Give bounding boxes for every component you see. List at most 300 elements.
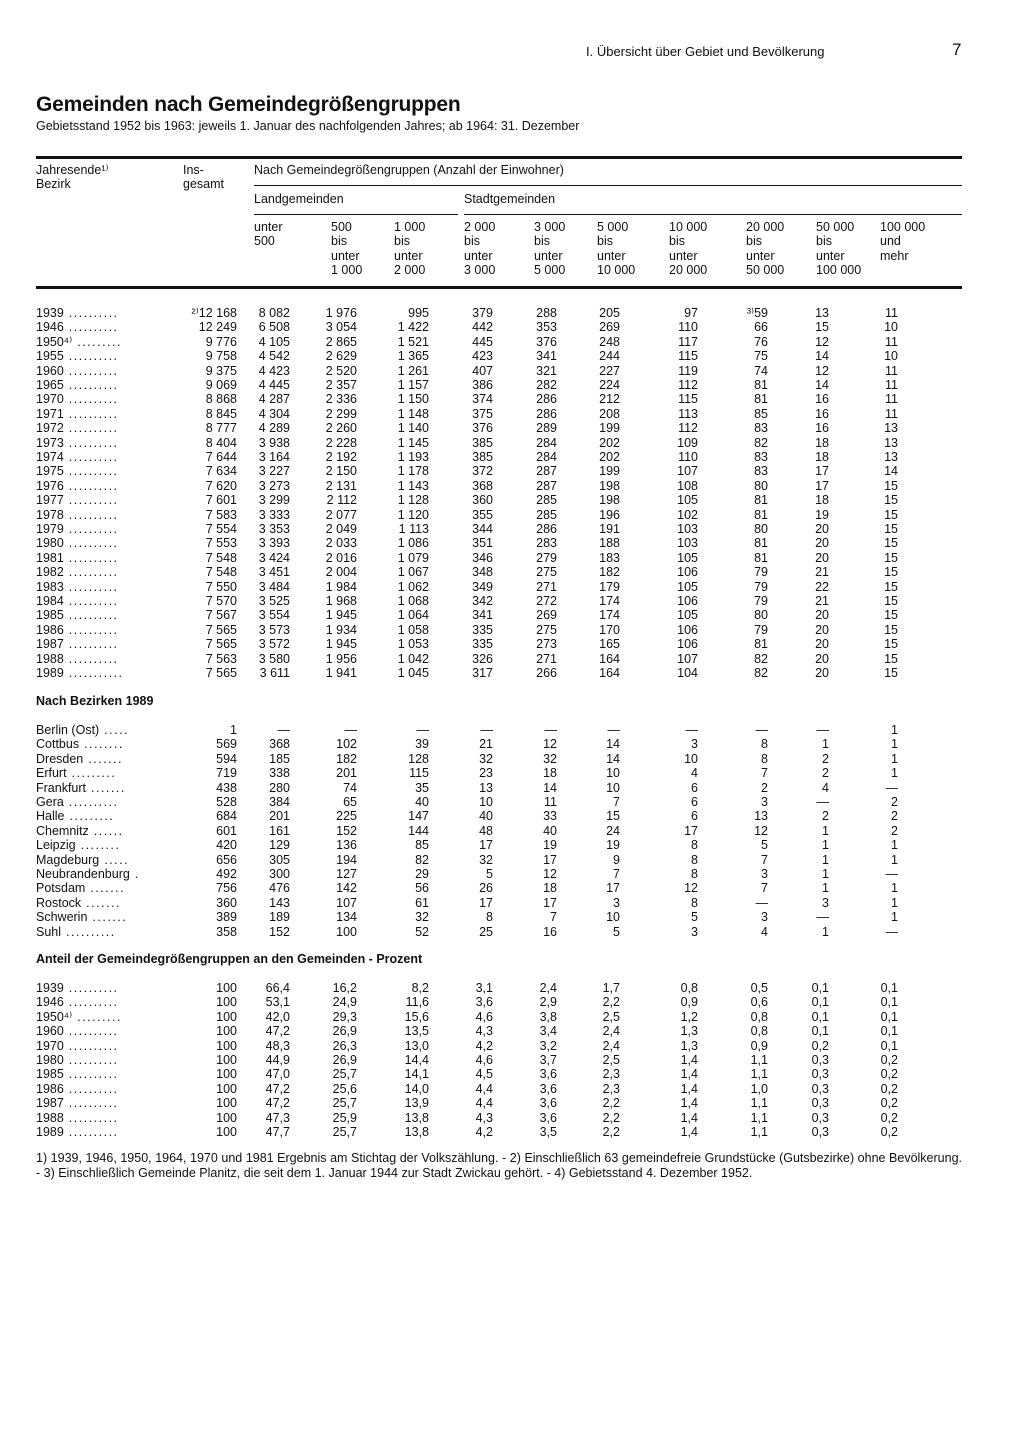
- column-head-text: unter: [534, 248, 563, 263]
- landgemeinden-head: Landgemeinden: [254, 192, 344, 206]
- row-label: [36, 995, 166, 1009]
- spanner-head: Nach Gemeindegrößengruppen (Anzahl der Einwohner): [254, 163, 564, 177]
- table-cell: 338: [269, 766, 290, 781]
- table-cell: 109: [677, 435, 698, 450]
- row-leader-dots: ..........: [63, 493, 119, 508]
- row-leader-dots: .......: [86, 780, 126, 795]
- table-cell: 198: [599, 478, 620, 493]
- table-cell: 2 049: [325, 522, 357, 536]
- row-leader-dots: ..........: [63, 565, 119, 580]
- table-cell: 202: [599, 450, 620, 464]
- table-cell: 0,8: [750, 1009, 768, 1024]
- table-cell: 273: [536, 637, 557, 652]
- table-cell: 0,9: [680, 995, 698, 1010]
- table-cell: 1 365: [397, 349, 429, 364]
- table-cell: 342: [472, 594, 493, 608]
- table-cell: 191: [599, 522, 620, 536]
- table-cell: 0,8: [680, 981, 698, 995]
- table-cell: 1 148: [397, 406, 429, 421]
- table-cell: 17: [479, 895, 493, 910]
- table-cell: 66: [754, 320, 768, 335]
- table-cell: 7 620: [205, 478, 237, 493]
- table-cell: 35: [415, 780, 429, 795]
- table-cell: 185: [269, 751, 290, 766]
- row-label: [36, 436, 166, 450]
- table-cell: 107: [677, 464, 698, 479]
- row-label-text: 1939: [36, 981, 64, 995]
- table-cell: 52: [415, 924, 429, 939]
- table-cell: 283: [536, 536, 557, 551]
- table-cell: 8 845: [205, 406, 237, 421]
- table-cell: 26,3: [332, 1038, 357, 1053]
- table-cell: —: [685, 723, 698, 737]
- table-cell: 2,5: [602, 1009, 620, 1024]
- row-label-text: 1965: [36, 378, 64, 392]
- row-label-text: 1987: [36, 637, 64, 652]
- row-leader-dots: ..........: [63, 651, 119, 666]
- table-row: [0, 364, 1024, 378]
- row-label: [36, 608, 166, 622]
- table-cell: 1: [891, 723, 898, 737]
- table-cell: 8: [691, 895, 698, 910]
- table-cell: 15: [884, 637, 898, 652]
- table-cell: 266: [536, 666, 557, 680]
- table-cell: 104: [677, 666, 698, 680]
- table-cell: —: [277, 723, 290, 737]
- row-label: [36, 981, 166, 995]
- table-cell: 19: [543, 838, 557, 853]
- table-cell: 594: [216, 751, 237, 766]
- table-cell: 17: [543, 852, 557, 867]
- table-cell: 11: [544, 795, 557, 809]
- table-row: [0, 1067, 1024, 1081]
- table-cell: 14: [815, 349, 829, 364]
- table-cell: 20: [815, 522, 829, 536]
- table-cell: 10: [606, 910, 620, 925]
- table-cell: 2 520: [325, 363, 357, 378]
- column-head-text: 500: [331, 220, 352, 234]
- column-head-text: 50 000: [746, 263, 785, 278]
- table-cell: 81: [754, 392, 768, 407]
- table-row: [0, 824, 1024, 838]
- table-cell: 22: [815, 579, 829, 594]
- table-cell: 15: [815, 320, 829, 335]
- table-cell: 0,3: [811, 1125, 829, 1139]
- table-row: [0, 464, 1024, 478]
- table-cell: 289: [536, 421, 557, 436]
- table-cell: 102: [336, 737, 357, 752]
- row-label-text: Berlin (Ost): [36, 723, 100, 737]
- table-cell: 2 077: [325, 507, 357, 522]
- table-row: [0, 652, 1024, 666]
- row-label-text: Potsdam: [36, 881, 86, 896]
- table-cell: 305: [269, 852, 290, 867]
- column-head-text: 3 000: [464, 263, 496, 278]
- section-anteil-heading: Anteil der Gemeindegrößengruppen an den Gemeinden - Prozent: [36, 952, 423, 966]
- table-cell: 40: [543, 823, 557, 838]
- column-head-text: 1 000: [331, 263, 363, 278]
- row-leader-dots: .........: [64, 809, 115, 824]
- table-cell: 2 112: [326, 493, 357, 508]
- column-head-text: 10 000: [669, 220, 708, 234]
- row-leader-dots: ..........: [63, 435, 119, 450]
- row-label: [36, 320, 166, 334]
- table-cell: 11: [885, 392, 898, 407]
- row-label-text: 1984: [36, 594, 64, 608]
- table-row: [0, 565, 1024, 579]
- row-label-text: 1986: [36, 1081, 64, 1096]
- table-cell: 286: [536, 392, 557, 407]
- table-cell: 1 934: [325, 622, 357, 637]
- table-cell: 3,6: [539, 1081, 557, 1096]
- table-cell: 11: [885, 363, 898, 378]
- table-cell: 12: [815, 334, 829, 349]
- table-cell: 2 004: [325, 565, 357, 580]
- table-cell: 100: [216, 981, 237, 995]
- table-cell: 4 287: [258, 392, 290, 407]
- row-leader-dots: ..........: [63, 1125, 119, 1139]
- column-head-text: 10 000: [597, 263, 636, 278]
- column-head-text: 20 000: [669, 263, 708, 278]
- table-cell: 19: [815, 507, 829, 522]
- column-head-text: unter: [254, 220, 283, 234]
- table-row: [0, 1096, 1024, 1110]
- table-cell: 8: [691, 838, 698, 853]
- table-cell: 81: [754, 550, 768, 565]
- row-leader-dots: ..........: [63, 1110, 119, 1125]
- table-cell: 2: [891, 795, 898, 809]
- table-cell: 1: [891, 852, 898, 867]
- table-cell: 2: [822, 766, 829, 781]
- row-label: [36, 1053, 166, 1067]
- table-cell: 2,5: [602, 1053, 620, 1067]
- table-cell: 3,6: [539, 1110, 557, 1125]
- table-cell: 7: [761, 852, 768, 867]
- table-row: [0, 925, 1024, 939]
- table-cell: 4,4: [475, 1081, 493, 1096]
- column-head-text: bis: [746, 234, 762, 249]
- table-cell: 7 563: [205, 651, 237, 666]
- table-cell: 7: [761, 881, 768, 896]
- table-cell: 1: [891, 881, 898, 896]
- table-cell: 1: [891, 910, 898, 925]
- table-cell: 344: [472, 522, 493, 536]
- table-cell: 1 045: [397, 666, 429, 680]
- table-cell: 1: [822, 838, 829, 853]
- table-cell: 165: [599, 637, 620, 652]
- table-cell: 3 611: [259, 666, 290, 680]
- stub-head-line1: Jahresende¹⁾: [36, 163, 109, 177]
- row-label: [36, 594, 166, 608]
- table-cell: 385: [472, 435, 493, 450]
- table-cell: 85: [415, 838, 429, 853]
- table-cell: 13: [815, 306, 829, 320]
- table-cell: 11: [885, 306, 898, 320]
- table-cell: 284: [536, 450, 557, 464]
- table-row: [0, 1111, 1024, 1125]
- table-cell: 5: [761, 838, 768, 853]
- row-label: [36, 925, 166, 939]
- table-cell: 15: [884, 522, 898, 536]
- table-cell: 14: [884, 464, 898, 479]
- table-cell: 3 333: [258, 507, 290, 522]
- table-cell: 202: [599, 435, 620, 450]
- table-cell: 4 542: [258, 349, 290, 364]
- table-cell: 569: [216, 737, 237, 752]
- table-cell: 13: [884, 450, 898, 464]
- row-label: [36, 1067, 166, 1081]
- table-cell: 0,1: [811, 995, 829, 1010]
- table-cell: 1 079: [397, 550, 429, 565]
- table-row: [0, 838, 1024, 852]
- table-cell: 3,6: [475, 995, 493, 1010]
- table-cell: 106: [677, 565, 698, 580]
- table-cell: 423: [472, 349, 493, 364]
- row-label: [36, 306, 166, 320]
- table-cell: 1: [822, 852, 829, 867]
- row-label: [36, 781, 166, 795]
- table-cell: 14,0: [404, 1081, 429, 1096]
- table-cell: 0,3: [811, 1110, 829, 1125]
- table-cell: 100: [216, 1024, 237, 1039]
- table-cell: 2 865: [325, 334, 357, 349]
- column-head-text: 100 000: [880, 220, 926, 234]
- row-label-text: Cottbus: [36, 737, 80, 752]
- table-cell: 80: [754, 478, 768, 493]
- table-cell: 80: [754, 522, 768, 536]
- table-cell: 335: [472, 637, 493, 652]
- table-cell: 4 289: [258, 421, 290, 436]
- column-head-text: unter: [746, 248, 775, 263]
- table-cell: 16: [543, 924, 557, 939]
- table-cell: 1: [891, 751, 898, 766]
- row-label: [36, 752, 166, 766]
- table-cell: 1,3: [680, 1024, 698, 1039]
- table-cell: 10: [606, 780, 620, 795]
- table-cell: 13: [754, 809, 768, 824]
- table-cell: 1 422: [397, 320, 429, 335]
- table-row: [0, 995, 1024, 1009]
- table-cell: 15: [884, 651, 898, 666]
- table-cell: 4: [691, 766, 698, 781]
- row-label-text: Leipzig: [36, 838, 76, 853]
- column-head-text: 50 000: [816, 220, 855, 234]
- row-leader-dots: ......: [88, 823, 124, 838]
- table-cell: 1: [822, 881, 829, 896]
- table-cell: 1,2: [680, 1009, 698, 1024]
- table-cell: 3,8: [539, 1009, 557, 1024]
- row-leader-dots: ..........: [63, 579, 119, 594]
- table-cell: 1,1: [750, 1096, 768, 1111]
- table-cell: ²⁾12 168: [191, 306, 237, 320]
- table-cell: 1,7: [602, 981, 620, 995]
- table-cell: 1 976: [325, 306, 357, 320]
- table-cell: 18: [543, 881, 557, 896]
- table-cell: 143: [269, 895, 290, 910]
- table-cell: 3: [761, 867, 768, 881]
- table-cell: 2 260: [325, 421, 357, 436]
- table-row: [0, 479, 1024, 493]
- row-leader-dots: ..........: [63, 522, 119, 536]
- table-cell: 2,2: [602, 1096, 620, 1111]
- table-cell: 13: [884, 421, 898, 436]
- row-label-text: Magdeburg: [36, 852, 100, 867]
- table-cell: 8: [761, 751, 768, 766]
- table-cell: 115: [678, 392, 698, 407]
- table-cell: 212: [599, 392, 620, 407]
- table-cell: 601: [216, 823, 237, 838]
- row-leader-dots: ..........: [63, 550, 119, 565]
- table-cell: 1 178: [397, 464, 429, 479]
- column-head-text: unter: [669, 248, 698, 263]
- table-cell: 1 945: [325, 608, 357, 623]
- table-cell: —: [755, 723, 768, 737]
- table-cell: 15: [884, 666, 898, 680]
- table-cell: 16: [815, 421, 829, 436]
- table-cell: 0,3: [811, 1081, 829, 1096]
- table-cell: 341: [536, 349, 557, 364]
- table-cell: 2 336: [325, 392, 357, 407]
- table-row: [0, 335, 1024, 349]
- table-cell: 2,3: [602, 1067, 620, 1082]
- row-label-text: Suhl: [36, 924, 62, 939]
- table-cell: 2 629: [325, 349, 357, 364]
- table-cell: 134: [336, 910, 357, 925]
- table-cell: 3 353: [258, 522, 290, 536]
- table-row: [0, 867, 1024, 881]
- row-label: [36, 910, 166, 924]
- row-label-text: 1970: [36, 1038, 64, 1053]
- table-cell: 201: [269, 809, 290, 824]
- running-head: I. Übersicht über Gebiet und Bevölkerung: [586, 44, 825, 59]
- table-cell: 353: [536, 320, 557, 335]
- table-cell: 269: [536, 608, 557, 623]
- row-leader-dots: ..........: [63, 406, 119, 421]
- table-cell: 12: [815, 363, 829, 378]
- table-cell: 2,9: [539, 995, 557, 1010]
- table-cell: 7: [761, 766, 768, 781]
- table-cell: 144: [408, 823, 429, 838]
- table-cell: 656: [216, 852, 237, 867]
- table-cell: 81: [754, 507, 768, 522]
- row-leader-dots: ..........: [63, 478, 119, 493]
- table-cell: 1: [891, 895, 898, 910]
- table-cell: 1 113: [398, 522, 429, 536]
- table-cell: 15: [884, 579, 898, 594]
- table-cell: 6: [691, 795, 698, 809]
- table-cell: 11: [885, 378, 898, 392]
- table-row: [0, 320, 1024, 334]
- table-cell: 1,1: [750, 1053, 768, 1067]
- table-cell: 244: [599, 349, 620, 364]
- table-cell: 7 548: [205, 565, 237, 580]
- table-cell: 79: [754, 622, 768, 637]
- table-cell: 9 375: [205, 363, 237, 378]
- table-cell: 105: [677, 493, 698, 508]
- table-cell: 5: [486, 867, 493, 881]
- table-cell: ³⁾59: [746, 306, 768, 320]
- table-cell: —: [816, 795, 829, 809]
- table-cell: 1 984: [325, 579, 357, 594]
- table-cell: 161: [269, 823, 290, 838]
- stub-head-line2: Bezirk: [36, 177, 71, 191]
- table-cell: 83: [754, 450, 768, 464]
- table-cell: 105: [677, 579, 698, 594]
- page-title: Gemeinden nach Gemeindegrößengruppen: [36, 93, 461, 116]
- table-cell: 3 484: [258, 579, 290, 594]
- row-leader-dots: ..........: [63, 637, 119, 652]
- table-cell: 100: [216, 1009, 237, 1024]
- row-label-text: 1988: [36, 651, 64, 666]
- table-cell: 100: [216, 1110, 237, 1125]
- table-cell: 0,3: [811, 1067, 829, 1082]
- table-cell: 4,6: [475, 1053, 493, 1067]
- table-cell: 1,1: [750, 1125, 768, 1139]
- row-label: [36, 838, 166, 852]
- table-cell: 15: [606, 809, 620, 824]
- table-cell: 13,8: [404, 1110, 429, 1125]
- table-cell: 85: [754, 406, 768, 421]
- table-cell: 7 634: [205, 464, 237, 479]
- table-cell: 74: [754, 363, 768, 378]
- table-row: [0, 781, 1024, 795]
- row-label-text: 1988: [36, 1110, 64, 1125]
- table-cell: 1: [891, 766, 898, 781]
- table-row: [0, 407, 1024, 421]
- table-cell: 3,1: [475, 981, 493, 995]
- table-cell: 8 404: [205, 435, 237, 450]
- table-cell: 1 521: [397, 334, 429, 349]
- row-label-text: Rostock: [36, 895, 82, 910]
- table-cell: 2: [761, 780, 768, 795]
- row-label: [36, 565, 166, 579]
- row-leader-dots: ..........: [63, 981, 119, 995]
- table-cell: 3 572: [258, 637, 290, 652]
- table-cell: 0,1: [880, 1038, 898, 1053]
- table-cell: 25: [479, 924, 493, 939]
- table-cell: 13: [884, 435, 898, 450]
- table-cell: 40: [479, 809, 493, 824]
- table-cell: 174: [599, 594, 620, 608]
- row-label: [36, 766, 166, 780]
- column-head-text: 5 000: [597, 220, 629, 234]
- table-row: [0, 349, 1024, 363]
- table-cell: 420: [216, 838, 237, 853]
- table-cell: 82: [754, 651, 768, 666]
- table-row: [0, 392, 1024, 406]
- table-cell: 376: [472, 421, 493, 436]
- table-cell: 66,4: [265, 981, 290, 995]
- table-cell: 9 069: [205, 378, 237, 392]
- table-cell: 142: [336, 881, 357, 896]
- row-label: [36, 392, 166, 406]
- table-cell: 82: [415, 852, 429, 867]
- row-leader-dots: ..........: [63, 594, 119, 608]
- header-bottom-rule: [36, 286, 962, 289]
- table-cell: 275: [536, 622, 557, 637]
- table-cell: 20: [815, 608, 829, 623]
- table-cell: 33: [543, 809, 557, 824]
- table-cell: 12: [543, 737, 557, 752]
- table-cell: 147: [408, 809, 429, 824]
- table-cell: 18: [815, 450, 829, 464]
- table-cell: —: [344, 723, 357, 737]
- table-cell: 528: [216, 795, 237, 809]
- table-cell: 0,5: [750, 981, 768, 995]
- table-cell: 756: [216, 881, 237, 896]
- table-cell: 152: [269, 924, 290, 939]
- row-leader-dots: ..........: [63, 1096, 119, 1111]
